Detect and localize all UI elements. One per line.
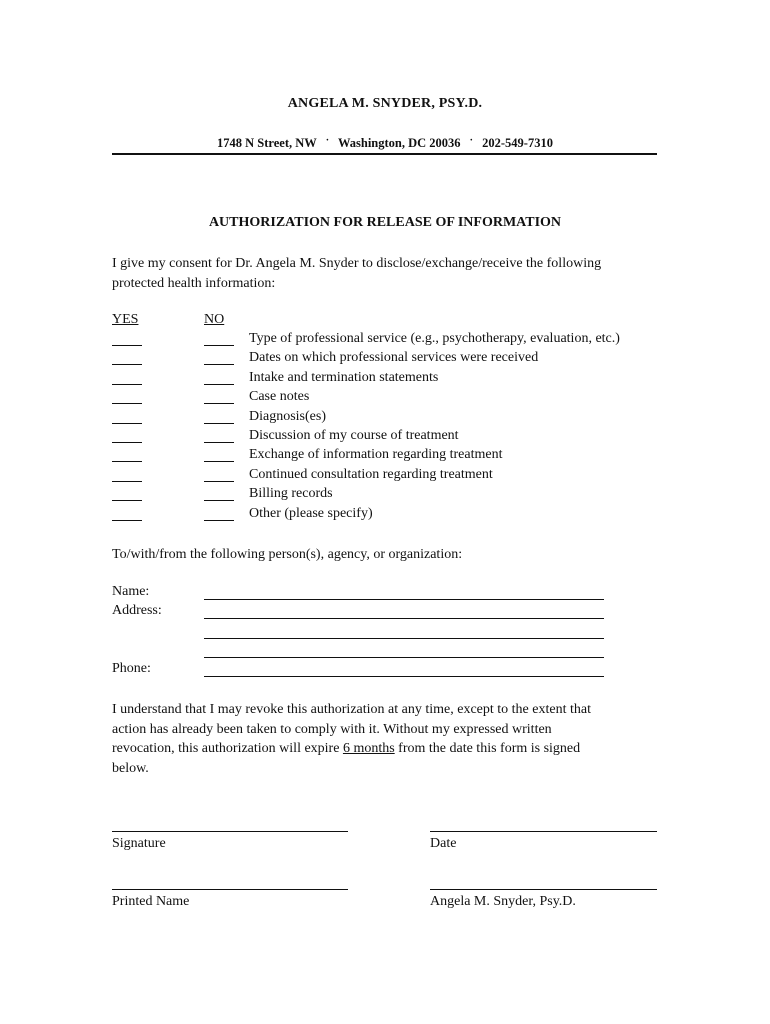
recipient-address-field[interactable] xyxy=(204,618,604,619)
address-label: Address: xyxy=(112,603,162,618)
info-item-label: Discussion of my course of treatment xyxy=(249,428,459,443)
recipient-instruction xyxy=(112,545,657,565)
form-title: AUTHORIZATION FOR RELEASE OF INFORMATION xyxy=(208,215,562,230)
yes-blank[interactable] xyxy=(112,500,142,501)
no-blank[interactable] xyxy=(204,500,234,501)
revocation-text: from the date this form is signed xyxy=(394,741,581,757)
signature-field[interactable] xyxy=(112,831,348,832)
recipient-phone-field[interactable] xyxy=(204,676,604,677)
revocation-line: action has already been taken to comply with it. Without my expressed written xyxy=(112,721,552,737)
separator-dot: · xyxy=(325,135,330,146)
consent-paragraph xyxy=(112,254,657,293)
info-item-label: Dates on which professional services were received xyxy=(249,350,539,366)
info-item-label: Billing records xyxy=(249,486,333,502)
consent-line: protected health information: xyxy=(112,275,276,291)
no-column-header: NO xyxy=(204,312,225,327)
recipient-instruction-text: To/with/from the following person(s), agency, or organization: xyxy=(112,547,463,562)
yes-blank[interactable] xyxy=(112,403,142,404)
header-divider xyxy=(112,153,657,155)
provider-signature-field[interactable] xyxy=(430,889,657,890)
separator-dot: · xyxy=(469,135,474,146)
info-item-label: Case notes xyxy=(249,389,310,405)
city-state-zip: Washington, DC 20036 xyxy=(337,136,461,150)
provider-contact-line xyxy=(0,136,770,151)
info-item-label: Diagnosis(es) xyxy=(249,408,326,424)
street-address: 1748 N Street, NW xyxy=(217,136,317,150)
no-blank[interactable] xyxy=(204,442,234,443)
info-item-label: Continued consultation regarding treatment xyxy=(249,466,493,482)
no-blank[interactable] xyxy=(204,364,234,365)
no-blank[interactable] xyxy=(204,423,234,424)
provider-name-heading: ANGELA M. SNYDER, PSY.D. xyxy=(287,96,483,111)
expiration-term: 6 months xyxy=(342,741,395,757)
phone-label: Phone: xyxy=(112,661,151,676)
revocation-line: I understand that I may revoke this authorization at any time, except to the extent that xyxy=(112,702,591,717)
recipient-address-field[interactable] xyxy=(204,657,604,658)
printed-name-field[interactable] xyxy=(112,889,348,890)
yes-blank[interactable] xyxy=(112,423,142,424)
yes-blank[interactable] xyxy=(112,442,142,443)
no-blank[interactable] xyxy=(204,481,234,482)
no-blank[interactable] xyxy=(204,403,234,404)
consent-line: I give my consent for Dr. Angela M. Snyder to disclose/exchange/receive the following xyxy=(112,256,602,271)
info-item-label: Exchange of information regarding treatment xyxy=(249,447,503,463)
info-item-label: Other (please specify) xyxy=(249,505,373,521)
info-item-label: Type of professional service (e.g., psychotherapy, evaluation, etc.) xyxy=(249,331,620,346)
yes-blank[interactable] xyxy=(112,520,142,521)
provider-signature-label: Angela M. Snyder, Psy.D. xyxy=(430,894,576,909)
signature-label: Signature xyxy=(112,836,166,851)
date-field[interactable] xyxy=(430,831,657,832)
recipient-name-field[interactable] xyxy=(204,599,604,600)
yes-blank[interactable] xyxy=(112,345,142,346)
phone-number: 202-549-7310 xyxy=(482,136,553,150)
revocation-text: revocation, this authorization will expire xyxy=(112,741,343,757)
revocation-line xyxy=(112,739,657,759)
printed-name-label: Printed Name xyxy=(112,894,190,909)
revocation-paragraph xyxy=(112,700,657,778)
revocation-line: below. xyxy=(112,760,149,776)
recipient-address-field[interactable] xyxy=(204,638,604,639)
yes-blank[interactable] xyxy=(112,461,142,462)
name-label: Name: xyxy=(112,584,150,599)
no-blank[interactable] xyxy=(204,520,234,521)
yes-blank[interactable] xyxy=(112,481,142,482)
no-blank[interactable] xyxy=(204,384,234,385)
yes-blank[interactable] xyxy=(112,384,142,385)
yes-column-header: YES xyxy=(112,312,139,327)
date-label: Date xyxy=(430,836,457,851)
no-blank[interactable] xyxy=(204,345,234,346)
info-item-label: Intake and termination statements xyxy=(249,369,439,385)
yes-blank[interactable] xyxy=(112,364,142,365)
no-blank[interactable] xyxy=(204,461,234,462)
